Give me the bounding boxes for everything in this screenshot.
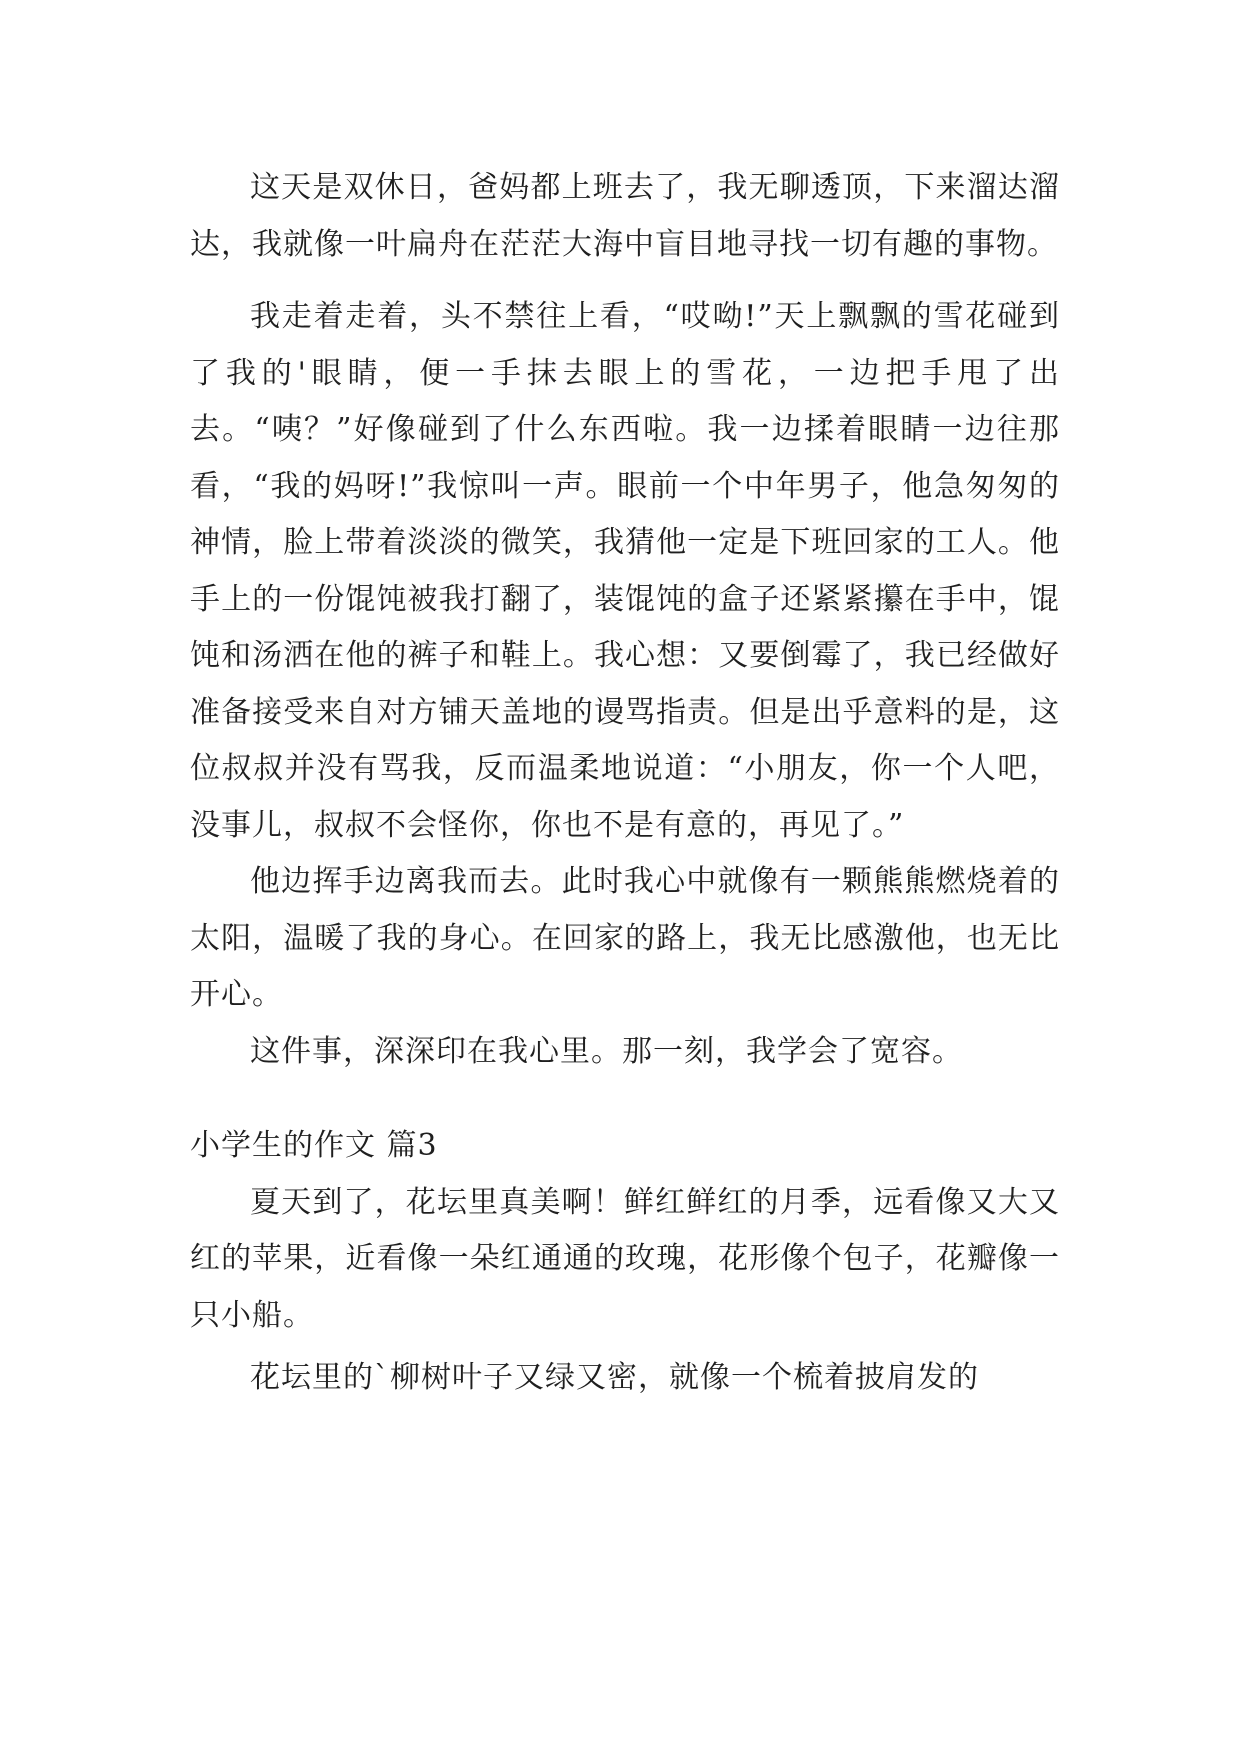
document-page xyxy=(190,160,1060,1407)
paragraph: 他边挥手边离我而去。此时我心中就像有一颗熊熊燃烧着的太阳，温暖了我的身心。在回家的路上，我无比感激他，也无比开心。 xyxy=(190,864,1060,1012)
paragraph: 花坛里的`柳树叶子又绿又密，就像一个梳着披肩发的 xyxy=(250,1360,979,1395)
paragraph: 夏天到了，花坛里真美啊！鲜红鲜红的月季，远看像又大又红的苹果，近看像一朵红通通的玫瑰，花形像个包子，花瓣像一只小船。 xyxy=(190,1184,1060,1333)
paragraph: 这天是双休日，爸妈都上班去了，我无聊透顶，下来溜达溜达，我就像一叶扁舟在茫茫大海中盲目地寻找一切有趣的事物。 xyxy=(190,170,1060,262)
paragraph: 这件事，深深印在我心里。那一刻，我学会了宽容。 xyxy=(250,1033,963,1069)
paragraph: 我走着走着，头不禁往上看，“哎呦!”天上飘飘的雪花碰到了我的'眼睛，便一手抹去眼上的雪花，一边把手甩了出去。“咦？”好像碰到了什么东西啦。我一边揉着眼睛一边往那看，“我的妈呀!”我惊叫一声。眼前一个中年男子，他急匆匆的神情，脸上带着淡淡的微笑，我猜他一定是下班回家的工人。他手上的一份馄饨被我打翻了，装馄饨的盒子还紧紧攥在手中，馄饨和汤洒在他的裤子和鞋上。我心想：又要倒霉了，我已经做好准备接受来自对方铺天盖地的谩骂指责。但是出乎意料的是，这位叔叔并没有骂我，反而温柔地说道：“小朋友，你一个人吧，没事儿，叔叔不会怪你，你也不是有意的，再见了。” xyxy=(190,299,1060,843)
section-heading: 小学生的作文 篇3 xyxy=(190,1128,438,1163)
